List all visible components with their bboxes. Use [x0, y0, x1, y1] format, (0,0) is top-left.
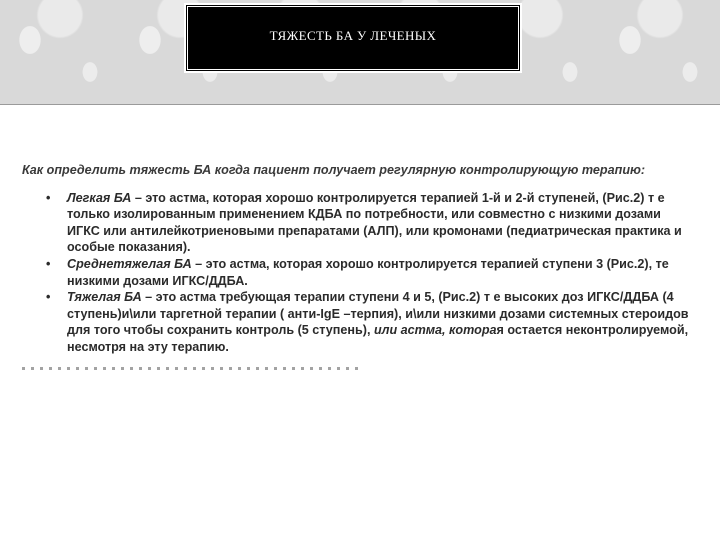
bullet-icon: • [46, 256, 51, 271]
severity-list [22, 190, 692, 356]
slide-content [22, 162, 692, 356]
slide-title: ТЯЖЕСТЬ БА У ЛЕЧЕНЫХ [269, 28, 437, 43]
description-moderate: – это астма, которая хорошо контролируется терапией ступени 3 (Рис.2), те низкими дозами ИГКС/ДДБА. [67, 256, 669, 288]
question-heading: Как определить тяжесть БА когда пациент получает регулярную контролирующую терапию: [22, 163, 646, 177]
description-severe-end: я остается неконтролируемой, несмотря на эту терапию. [67, 323, 689, 354]
term-moderate: Среднетяжелая БА [67, 256, 192, 271]
bullet-icon: • [46, 290, 51, 305]
description-severe: – это астма требующая терапии ступени 4 и 5, (Рис.2) т е высоких доз ИГКС/ДДБА (4 ступень)и\или таргетной терапии ( анти-IgE –терпия), и\или низкими дозами системных стероидов для того чтобы сохранить контроль (5 ступень), [67, 290, 689, 338]
bullet-icon: • [46, 190, 51, 205]
term-mild: Легкая БА [67, 190, 132, 205]
list-item-mild [22, 190, 692, 256]
slide-title-box [187, 6, 519, 70]
description-severe-emphasis: или астма, котора [373, 323, 497, 338]
list-item-severe [22, 289, 692, 355]
term-severe: Тяжелая БА [67, 290, 142, 305]
list-item-moderate [22, 256, 692, 289]
cropped-text-line [22, 367, 362, 371]
header-divider [0, 104, 720, 105]
description-mild: – это астма, которая хорошо контролируется терапией 1-й и 2-й ступеней, (Рис.2) т е только изолированным применением КДБА по потребности, или совместно с низкими дозами ИГКС или антилейкотриеновыми препаратами (АЛП), или кромонами (педиатрическая практика и особые показания). [67, 190, 682, 255]
